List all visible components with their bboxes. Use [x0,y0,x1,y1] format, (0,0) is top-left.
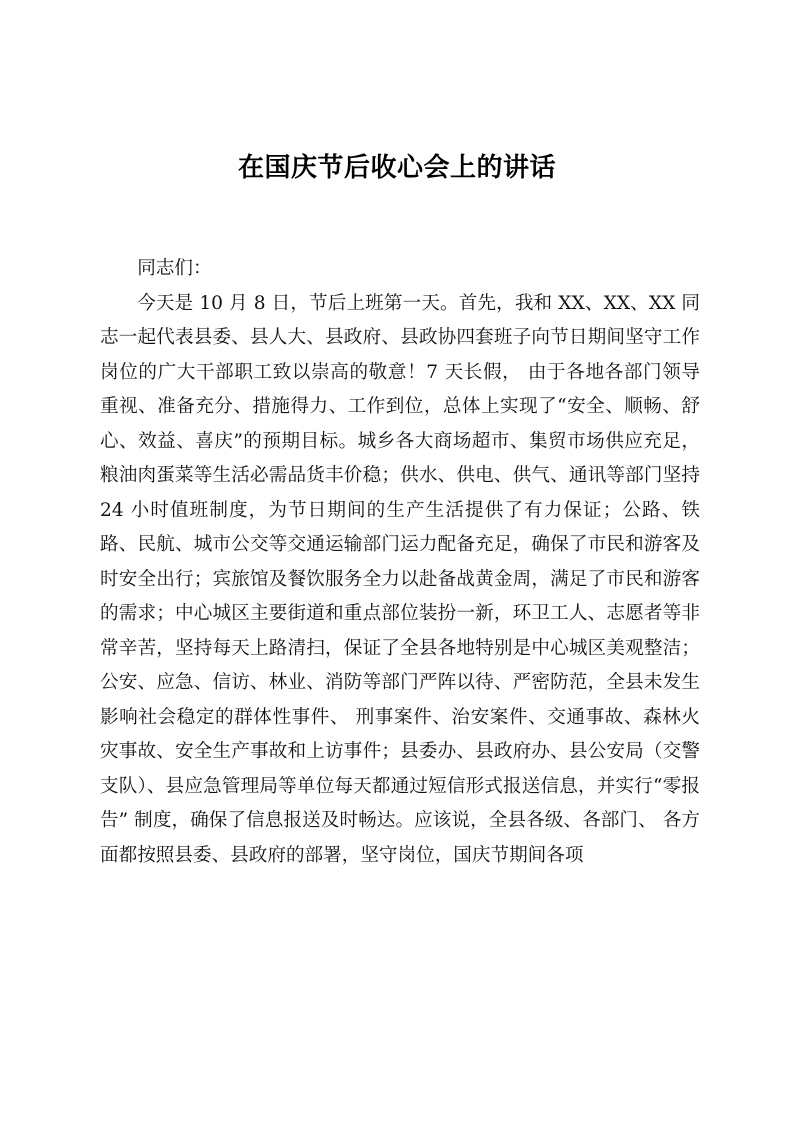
salutation: 同志们： [137,258,212,279]
document-title: 在国庆节后收心会上的讲话 [237,153,556,183]
document-body [100,252,700,873]
body-paragraph: 今天是 10 月 8 日，节后上班第一天。首先，我和 XX、XX、XX 同志一起代表县委、县人大、县政府、县政协四套班子向节日期间坚守工作岗位的广大干部职工致以崇高的敬意！7 天长假， 由于各地各部门领导重视、准备充分、措施得力、工作到位，总体上实现了“安全、顺畅、舒心、效益、喜庆”的预期目标。城乡各大商场超市、集贸市场供应充足，粮油肉蛋菜等生活必需品货丰价稳；供水、供电、供气、通讯等部门坚持 24 小时值班制度，为节日期间的生产生活提供了有力保证；公路、铁路、民航、城市公交等交通运输部门运力配备充足，确保了市民和游客及时安全出行；宾旅馆及餐饮服务全力以赴备战黄金周，满足了市民和游客的需求；中心城区主要街道和重点部位装扮一新，环卫工人、志愿者等非常辛苦，坚持每天上路清扫，保证了全县各地特别是中心城区美观整洁；公安、应急、信访、林业、消防等部门严阵以待、严密防范，全县未发生影响社会稳定的群体性事件、 刑事案件、治安案件、交通事故、森林火灾事故、安全生产事故和上访事件；县委办、县政府办、县公安局（交警支队）、县应急管理局等单位每天都通过短信形式报送信息，并实行“零报告” 制度，确保了信息报送及时畅达。应该说，全县各级、各部门、 各方面都按照县委、县政府的部署，坚守岗位，国庆节期间各项 [100,292,700,866]
